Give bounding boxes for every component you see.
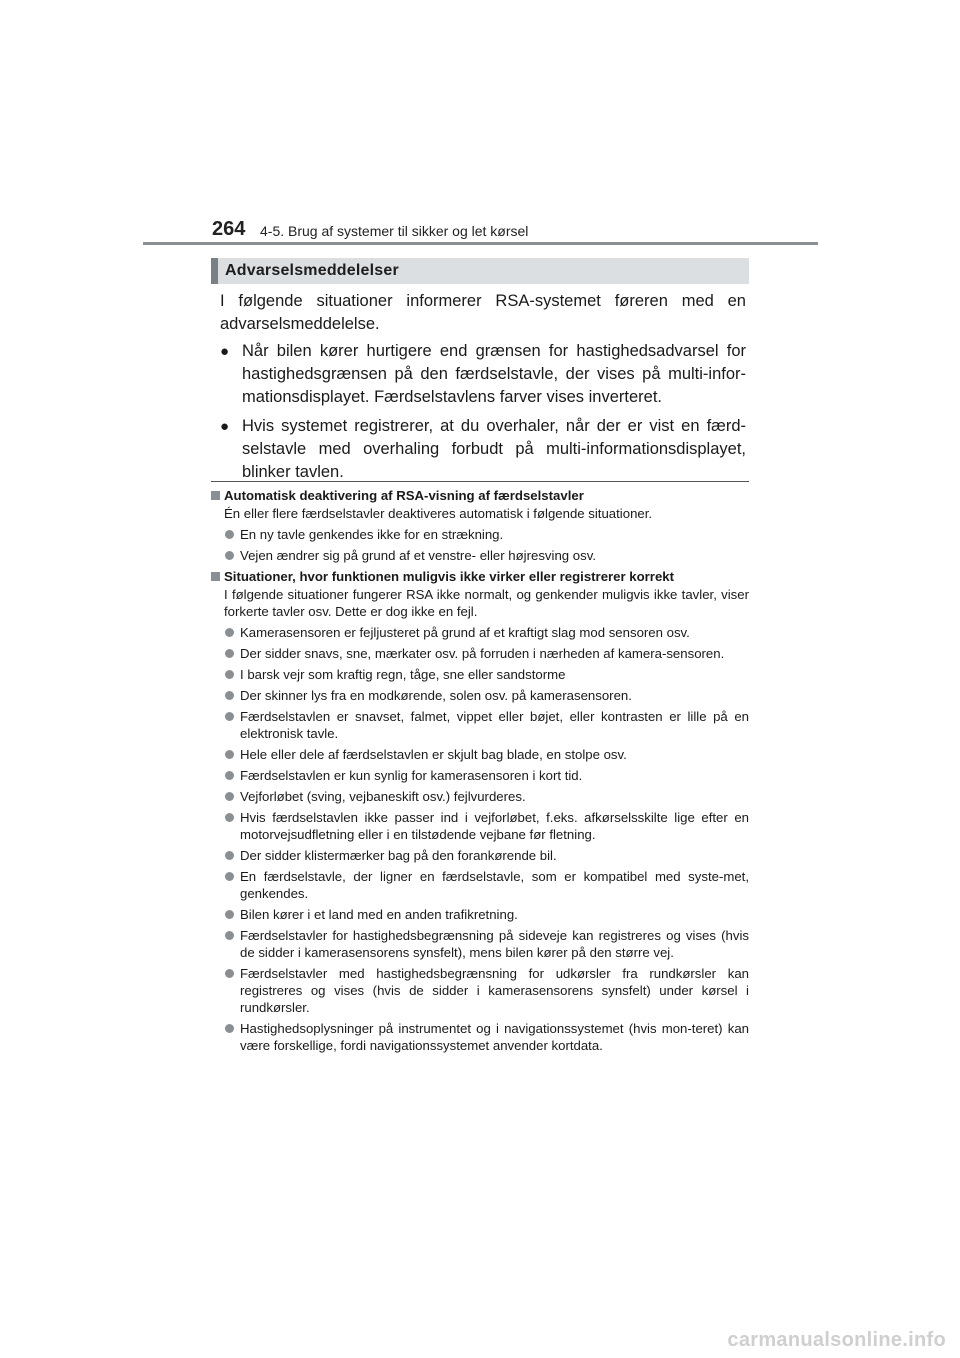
note-item: Kamerasensoren er fejljusteret på grund af et kraftigt slag mod sensoren osv. [211,624,749,641]
circle-bullet-icon [225,530,234,539]
header-divider [143,242,818,245]
section-title-bar [211,258,749,284]
note-item: Færdselstavler med hastighedsbegrænsning for udkørsler fra rundkørsler kan registreres og vises (hvis de sidder i kamerasensorens synsfelt) under kørsel i rundkørsler. [211,965,749,1016]
circle-bullet-icon [225,712,234,721]
note-item: Hele eller dele af færdselstavlen er skjult bag blade, en stolpe osv. [211,746,749,763]
circle-bullet-icon [225,551,234,560]
note-item: I barsk vejr som kraftig regn, tåge, sne eller sandstorme [211,666,749,683]
circle-bullet-icon [225,813,234,822]
circle-bullet-icon [225,649,234,658]
bullet-item [220,340,746,409]
note-item: Hastighedsoplysninger på instrumentet og i navigationssystemet (hvis mon-teret) kan være forskellige, fordi navigationssystemet anvender kortdata. [211,1020,749,1054]
note-heading: Situationer, hvor funktionen muligvis ikke virker eller registrerer korrekt [211,568,749,586]
note-item: Færdselstavlen er snavset, falmet, vippet eller bøjet, eller kontrasten er lille på en elektronisk tavle. [211,708,749,742]
intro-paragraph: I følgende situationer informerer RSA-systemet føreren med en advarselsmeddelelse. [220,292,746,333]
bullet-text: Når bilen kører hurtigere end grænsen for hastighedsadvarsel for hastighedsgrænsen på den færdselstavle, der vises på multi-infor-mationsdisplayet. Færdselstavlens farver vises inverteret. [242,342,746,406]
box-bottom-divider [211,481,749,482]
circle-bullet-icon [225,969,234,978]
circle-bullet-icon [225,771,234,780]
circle-bullet-icon [225,1024,234,1033]
circle-bullet-icon [225,931,234,940]
square-bullet-icon [211,572,220,581]
circle-bullet-icon [225,628,234,637]
note-item: En ny tavle genkendes ikke for en strækning. [211,526,749,543]
note-heading: Automatisk deaktivering af RSA-visning af færdselstavler [211,487,749,505]
bullet-item [220,415,746,484]
square-bullet-icon [211,491,220,500]
notes-area [211,487,749,1058]
bullet-dot-icon: ● [220,418,230,435]
note-item: Vejen ændrer sig på grund af et venstre- eller højresving osv. [211,547,749,564]
bullet-text: Hvis systemet registrerer, at du overhaler, når der er vist en færd-selstavle med overhaling forbudt på multi-informationsdisplayet, blinker tavlen. [242,417,746,481]
note-item: Vejforløbet (sving, vejbaneskift osv.) fejlvurderes. [211,788,749,805]
note-body: I følgende situationer fungerer RSA ikke normalt, og genkender muligvis ikke tavler, viser forkerte tavler osv. Dette er dog ikke en fejl. [224,587,749,619]
note-item: Bilen kører i et land med en anden trafikretning. [211,906,749,923]
chapter-title: 4-5. Brug af systemer til sikker og let kørsel [260,223,529,239]
bullet-dot-icon: ● [220,343,230,360]
warning-messages-content [220,290,746,490]
note-item: Færdselstavler for hastighedsbegrænsning på sideveje kan registreres og vises (hvis de sidder i kamerasensorens synsfelt), mens bilen kører på den større vej. [211,927,749,961]
note-item: Hvis færdselstavlen ikke passer ind i vejforløbet, f.eks. afkørselsskilte lige efter en motorvejsudfletning eller i en tilstødende vejbane før fletning. [211,809,749,843]
note-item: En færdselstavle, der ligner en færdselstavle, som er kompatibel med syste-met, genkendes. [211,868,749,902]
note-item: Færdselstavlen er kun synlig for kamerasensoren i kort tid. [211,767,749,784]
watermark: carmanualsonline.info [727,1329,946,1351]
circle-bullet-icon [225,792,234,801]
note-item: Der sidder snavs, sne, mærkater osv. på forruden i nærheden af kamera-sensoren. [211,645,749,662]
circle-bullet-icon [225,851,234,860]
note-item: Der skinner lys fra en modkørende, solen osv. på kamerasensoren. [211,687,749,704]
circle-bullet-icon [225,872,234,881]
circle-bullet-icon [225,670,234,679]
circle-bullet-icon [225,691,234,700]
circle-bullet-icon [225,750,234,759]
circle-bullet-icon [225,910,234,919]
note-body: Én eller flere færdselstavler deaktiveres automatisk i følgende situationer. [224,506,653,521]
section-title: Advarselsmeddelelser [225,262,399,279]
page-number: 264 [212,218,246,240]
note-item: Der sidder klistermærker bag på den forankørende bil. [211,847,749,864]
title-accent [211,258,218,284]
